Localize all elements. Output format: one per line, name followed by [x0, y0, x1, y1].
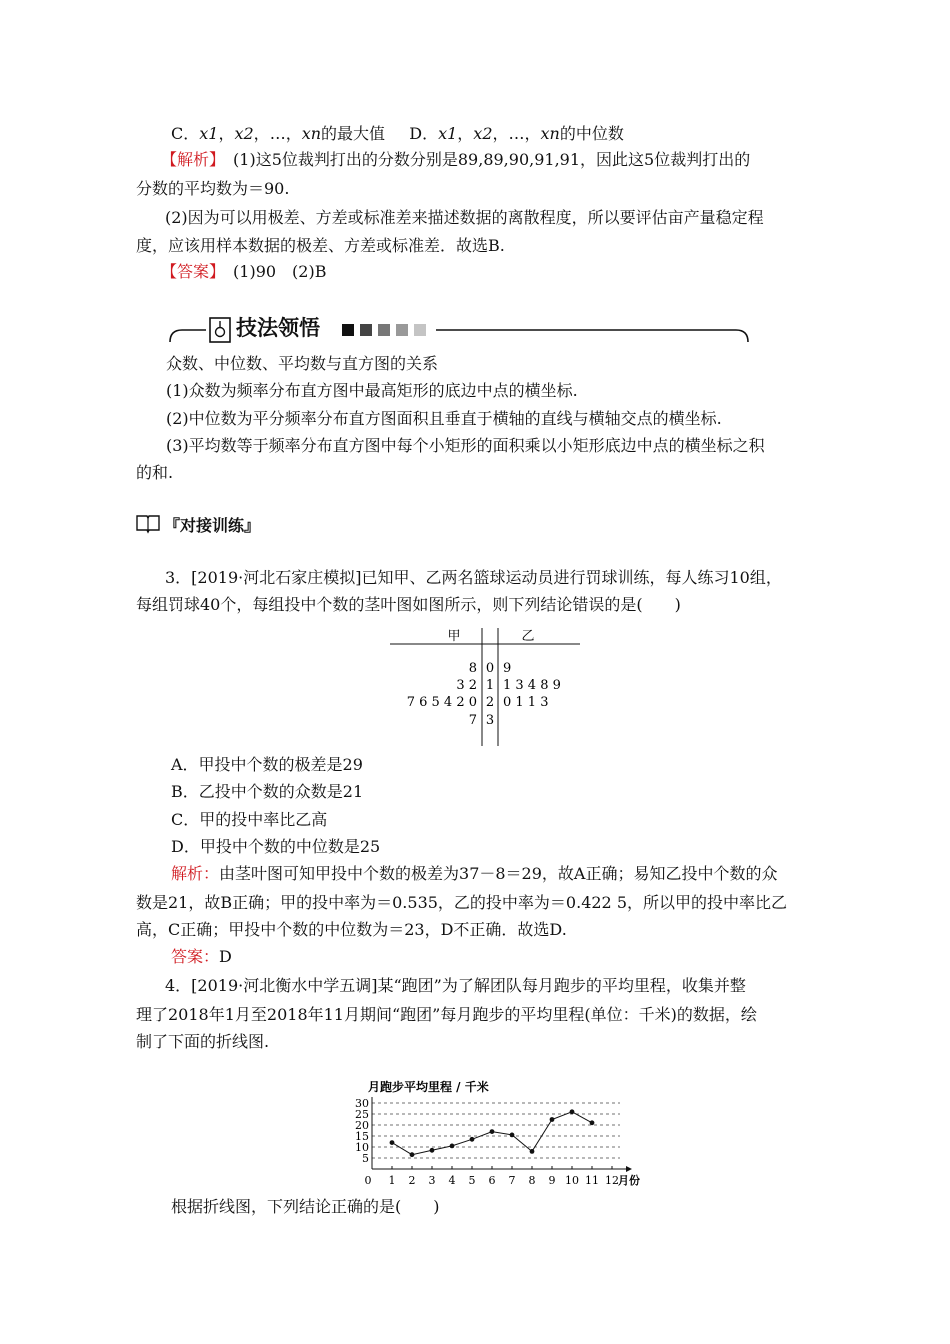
- q3-option-c: C．甲的投中率比乙高: [171, 810, 328, 829]
- x-tick-label: 8: [528, 1174, 536, 1187]
- banner-square: [342, 324, 354, 336]
- separator: ，: [457, 124, 474, 143]
- option-d-var: xn: [540, 124, 560, 143]
- analysis-line-1: [161, 149, 750, 171]
- q3-stem-a: 3．[2019·河北石家庄模拟]已知甲、乙两名篮球运动员进行罚球训练，每人练习10组，: [165, 568, 782, 587]
- option-d-var: x1: [438, 124, 458, 143]
- tips-item-2: (2)中位数为平分频率分布直方图面积且垂直于横轴的直线与横轴交点的横坐标.: [166, 409, 722, 428]
- y-tick-label: 10: [355, 1141, 369, 1154]
- banner-square: [378, 324, 390, 336]
- analysis-line-3: (2)因为可以用极差、方差或标准差来描述数据的离散程度，所以要评估亩产量稳定程: [165, 208, 764, 227]
- stem-leaf-stem: 2: [485, 695, 495, 710]
- y-tick-label: 5: [362, 1152, 369, 1165]
- stem-leaf-plot: [390, 624, 580, 746]
- x-tick-label: 12: [605, 1174, 619, 1187]
- chart-series: [390, 1109, 595, 1157]
- tips-intro: 众数、中位数、平均数与直方图的关系: [166, 354, 439, 373]
- stem-leaf-stem: 0: [485, 661, 495, 676]
- x-tick-label: 11: [585, 1174, 599, 1187]
- x-tick-label: 10: [565, 1174, 579, 1187]
- chart-title: 月跑步平均里程 / 千米: [368, 1080, 489, 1094]
- stem-leaf-stem: 3: [485, 713, 495, 728]
- q3-analysis-c: 高，C正确；甲投中个数的中位数为＝23，D不正确．故选D.: [136, 920, 567, 939]
- chart-grid: [372, 1103, 620, 1158]
- option-c-letter: C．: [171, 124, 200, 143]
- x-tick-label: 3: [428, 1174, 436, 1187]
- stem-leaf-right-leaves: 1 3 4 8 9: [503, 678, 561, 693]
- x-tick-label: 7: [508, 1174, 516, 1187]
- q4-stem-c: 制了下面的折线图.: [136, 1032, 270, 1051]
- tips-item-3b: 的和.: [136, 463, 174, 482]
- option-c-var: xn: [301, 124, 322, 143]
- option-c-tail: 的最大值: [321, 124, 386, 143]
- tips-item-1: (1)众数为频率分布直方图中最高矩形的底边中点的横坐标.: [166, 381, 578, 400]
- q3-analysis-b: 数是21，故B正确；甲的投中率为＝0.535，乙的投中率为＝0.422 5，所以甲的投中率比乙: [136, 893, 787, 912]
- training-header: 『对接训练』: [164, 516, 261, 535]
- x-tick-label: 2: [408, 1174, 416, 1187]
- banner-square: [396, 324, 408, 336]
- data-point: [570, 1109, 575, 1114]
- stem-leaf-left-leaves: 7: [468, 713, 477, 728]
- q4-question: 根据折线图，下列结论正确的是( ): [171, 1197, 440, 1216]
- separator: ，: [492, 124, 509, 143]
- ellipsis: …: [508, 124, 525, 143]
- data-point: [390, 1140, 395, 1145]
- x-tick-label: 9: [548, 1174, 556, 1187]
- answer-tag: 【答案】: [161, 262, 218, 281]
- stem-leaf-right-title: 乙: [521, 629, 535, 644]
- q3-answer-line: [171, 946, 232, 968]
- chart-axes: [372, 1097, 632, 1172]
- answer-line: [161, 261, 326, 283]
- tips-header: 技法领悟: [236, 316, 320, 340]
- option-d-var: x2: [473, 124, 493, 143]
- stem-leaf-right-leaves: 9: [503, 661, 512, 676]
- analysis-tag: 【解析】: [161, 150, 218, 169]
- stem-leaf-left-title: 甲: [447, 629, 461, 644]
- data-point: [550, 1117, 555, 1122]
- answer-text: (1)90 (2)B: [233, 262, 327, 281]
- option-c-var: x1: [199, 124, 219, 143]
- stem-leaf-right-leaves: 0 1 1 3: [503, 695, 549, 710]
- q3-option-d: D．甲投中个数的中位数是25: [171, 837, 381, 856]
- separator: ，: [285, 124, 302, 143]
- analysis-line-2: 分数的平均数为＝90.: [136, 179, 290, 198]
- y-tick-label: 20: [355, 1119, 369, 1132]
- x-axis-arrow: [626, 1166, 632, 1172]
- q3-analysis-tag: 解析：: [171, 864, 220, 883]
- stem-leaf-left-leaves: 3 2: [456, 678, 477, 693]
- option-d-letter: D．: [409, 124, 439, 143]
- y-tick-label: 15: [355, 1130, 369, 1143]
- ellipsis: …: [269, 124, 286, 143]
- q3-option-a: A．甲投中个数的极差是29: [171, 755, 363, 774]
- line-chart: [340, 1080, 640, 1190]
- tips-item-3a: (3)平均数等于频率分布直方图中每个小矩形的面积乘以小矩形底边中点的横坐标之积: [166, 436, 765, 455]
- q3-answer-tag: 答案：: [171, 947, 220, 966]
- banner-square: [360, 324, 372, 336]
- banner-square: [414, 324, 426, 336]
- data-point: [430, 1148, 435, 1153]
- q3-answer: D: [219, 947, 232, 966]
- data-point: [410, 1152, 415, 1157]
- data-point: [470, 1137, 475, 1142]
- chart-y-ticks: [355, 1097, 369, 1165]
- option-c-d-line: [171, 123, 624, 145]
- q3-option-b: B．乙投中个数的众数是21: [171, 782, 364, 801]
- y-tick-label: 25: [355, 1108, 369, 1121]
- x-tick-label: 4: [448, 1174, 456, 1187]
- stem-leaf-left-leaves: 7 6 5 4 2 0: [406, 695, 477, 710]
- q3-stem-b: 每组罚球40个，每组投中个数的茎叶图如图所示，则下列结论错误的是( ): [136, 595, 681, 614]
- x-tick-label: 0: [364, 1174, 372, 1187]
- analysis-text: (1)这5位裁判打出的分数分别是89,89,90,91,91，因此这5位裁判打出的: [233, 150, 751, 169]
- stem-leaf-left-leaves: 8: [468, 661, 477, 676]
- analysis-line-4: 度，应该用样本数据的极差、方差或标准差．故选B.: [136, 236, 505, 255]
- chart-x-label: 月份: [618, 1174, 640, 1187]
- data-point: [590, 1120, 595, 1125]
- separator: ，: [524, 124, 541, 143]
- x-tick-label: 6: [488, 1174, 496, 1187]
- q3-analysis-text: 由茎叶图可知甲投中个数的极差为37－8＝29，故A正确；易知乙投中个数的众: [219, 864, 778, 883]
- book-icon: [135, 512, 161, 534]
- stem-leaf-stem: 1: [485, 678, 495, 693]
- data-point: [530, 1149, 535, 1154]
- option-d-tail: 的中位数: [559, 124, 624, 143]
- q4-stem-a: 4．[2019·河北衡水中学五调]某“跑团”为了解团队每月跑步的平均里程，收集并整: [165, 976, 746, 995]
- x-tick-label: 5: [468, 1174, 476, 1187]
- separator: ，: [218, 124, 235, 143]
- option-c-var: x2: [234, 124, 254, 143]
- data-point: [450, 1144, 455, 1149]
- data-point: [490, 1129, 495, 1134]
- q4-stem-b: 理了2018年1月至2018年11月期间“跑团”每月跑步的平均里程(单位：千米)的数据，绘: [136, 1005, 757, 1024]
- separator: ，: [253, 124, 270, 143]
- x-tick-label: 1: [388, 1174, 396, 1187]
- data-point: [510, 1133, 515, 1138]
- q3-analysis-a: [171, 863, 777, 885]
- y-tick-label: 30: [355, 1097, 369, 1110]
